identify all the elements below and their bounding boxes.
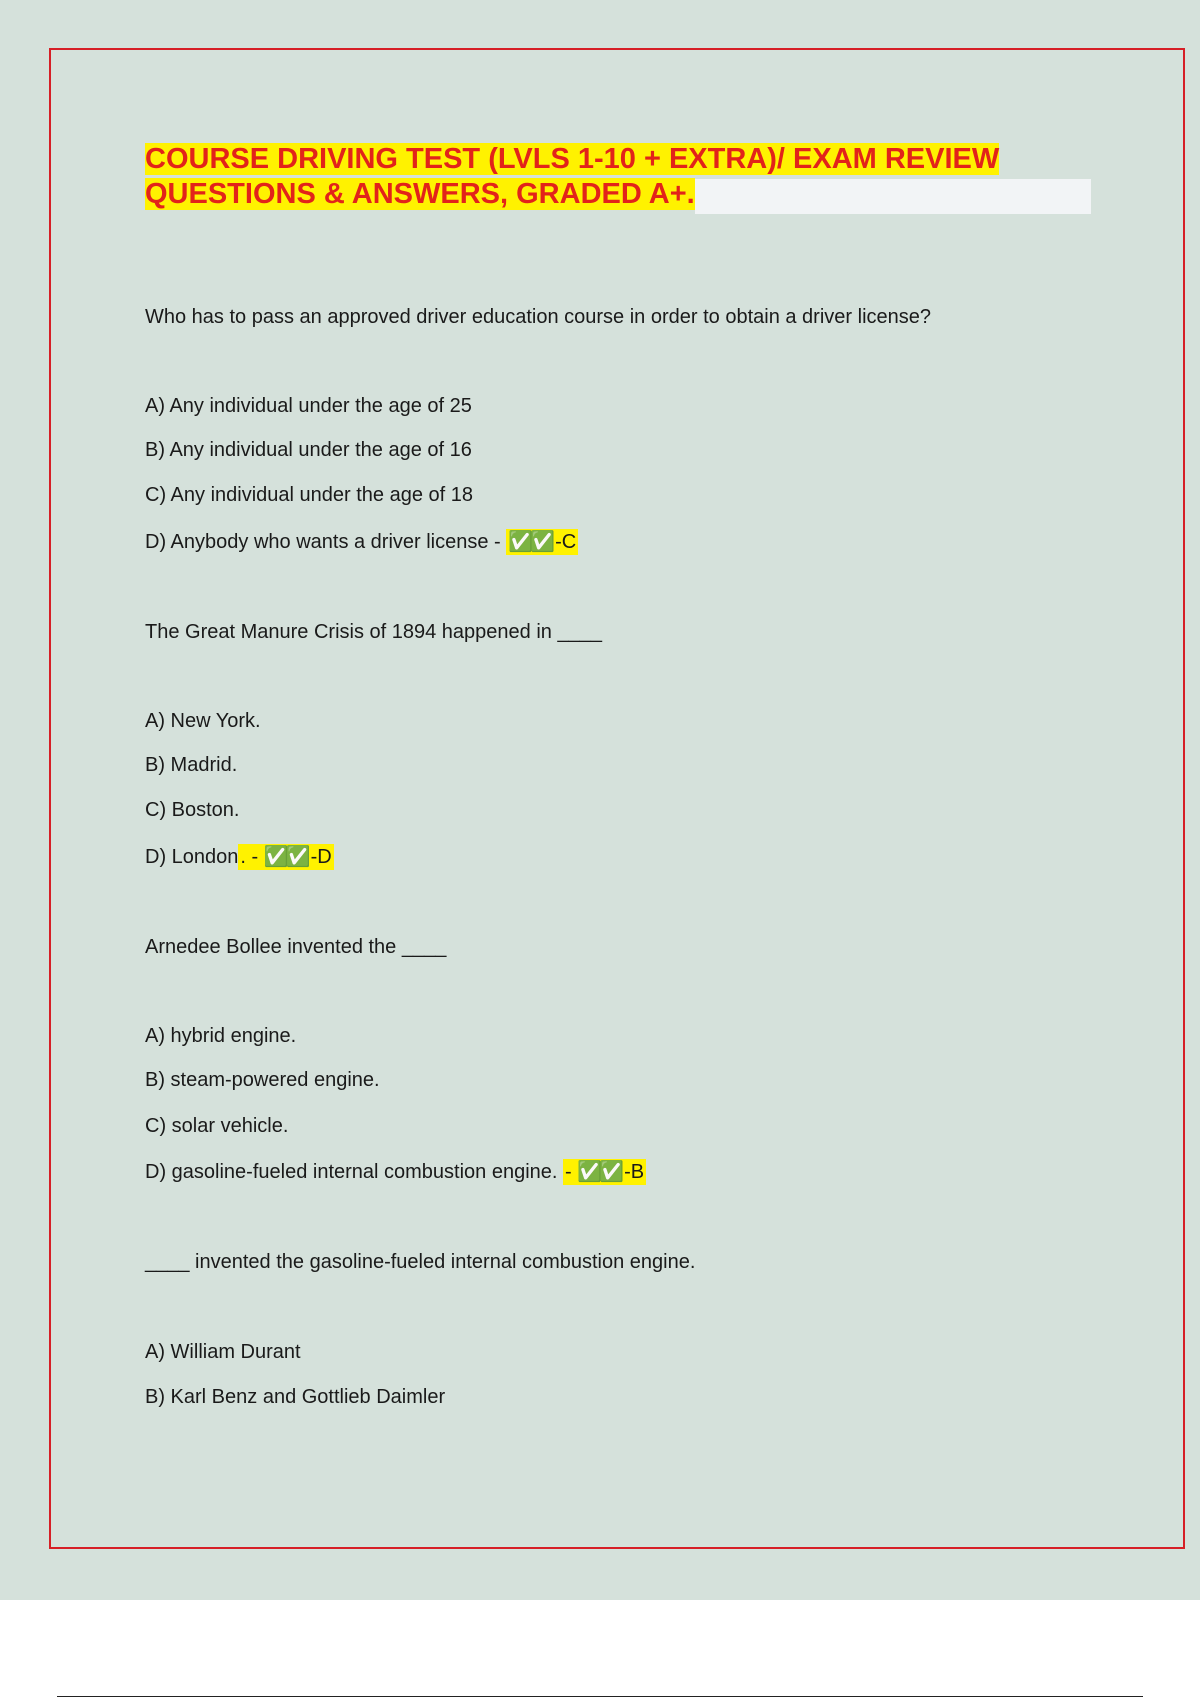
double-check-icon: ✅✅: [577, 1161, 622, 1183]
option-d-text: D) London: [145, 846, 239, 868]
option-a: A) New York.: [145, 710, 261, 732]
double-check-icon: ✅✅: [263, 846, 308, 868]
option-d: [145, 1160, 646, 1184]
title-line-2: QUESTIONS & ANSWERS, GRADED A+.: [145, 178, 695, 210]
option-d: [145, 845, 334, 869]
question-text: Arnedee Bollee invented the ____: [145, 936, 447, 958]
answer-prefix: . -: [240, 846, 264, 868]
option-b: B) Any individual under the age of 16: [145, 439, 472, 461]
answer-prefix: -: [565, 1161, 578, 1183]
option-b: B) Madrid.: [145, 754, 238, 776]
double-check-icon: ✅✅: [508, 531, 553, 553]
option-b: B) steam-powered engine.: [145, 1069, 380, 1091]
question-text: The Great Manure Crisis of 1894 happened in ____: [145, 621, 602, 643]
answer-prefix: -: [488, 531, 507, 553]
option-b: B) Karl Benz and Gottlieb Daimler: [145, 1386, 446, 1408]
option-a: A) William Durant: [145, 1341, 301, 1363]
question-text: ____ invented the gasoline-fueled internal combustion engine.: [145, 1251, 696, 1273]
option-c: C) solar vehicle.: [145, 1115, 289, 1137]
answer-key: -B: [624, 1161, 645, 1183]
answer-marker: [506, 529, 578, 555]
footer-divider: [57, 1696, 1143, 1697]
answer-key: -C: [555, 531, 577, 553]
option-d: [145, 530, 578, 554]
option-a: A) Any individual under the age of 25: [145, 395, 472, 417]
option-d-text: D) Anybody who wants a driver license: [145, 531, 489, 553]
answer-marker: [238, 844, 333, 870]
question-text: Who has to pass an approved driver education course in order to obtain a driver license?: [145, 306, 932, 328]
option-a: A) hybrid engine.: [145, 1025, 297, 1047]
option-c: C) Any individual under the age of 18: [145, 484, 473, 506]
option-c: C) Boston.: [145, 799, 240, 821]
option-d-text: D) gasoline-fueled internal combustion engine.: [145, 1161, 564, 1183]
answer-marker: [563, 1159, 646, 1185]
answer-key: -D: [310, 846, 332, 868]
document-title: [145, 142, 1091, 212]
title-line-1: COURSE DRIVING TEST (LVLS 1-10 + EXTRA)/ EXAM REVIEW: [145, 143, 1000, 175]
